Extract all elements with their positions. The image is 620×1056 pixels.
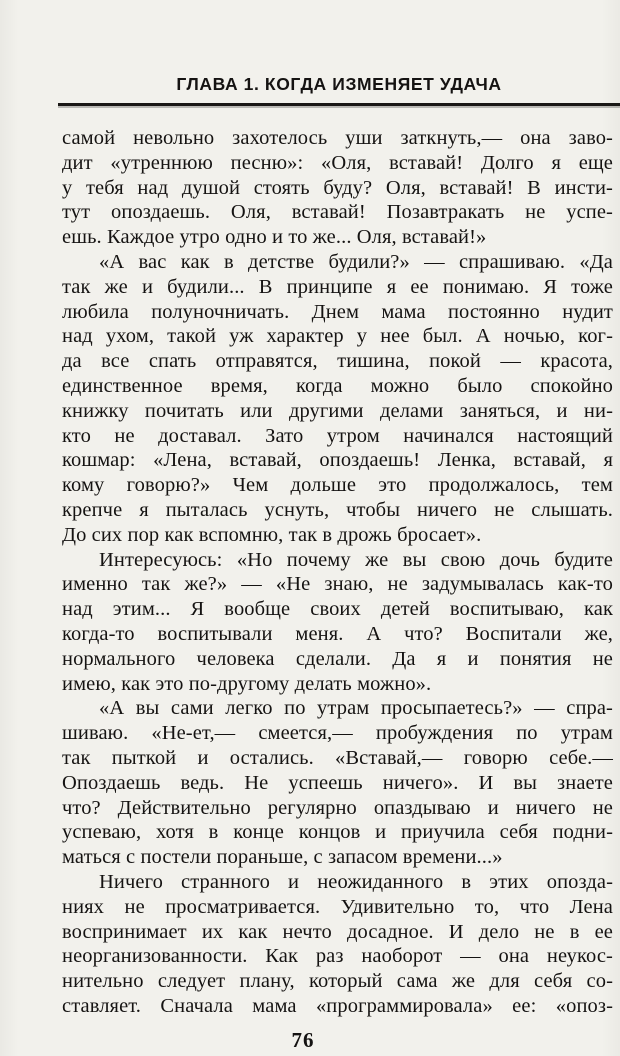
text-line: ниях не просматривается. Удивительно то, что Лена: [62, 895, 613, 918]
page-number: 76: [291, 1028, 315, 1052]
text-line: крепче я пыталась уснуть, чтобы ничего не слышать.: [62, 498, 613, 521]
text-line: неорганизованности. Как раз наоборот — она неукос-: [62, 945, 613, 968]
text-line: успеваю, хотя в конце концов и приучила себя подни-: [62, 821, 613, 844]
text-line: Опоздаешь ведь. Не успеешь ничего». И вы знаете: [62, 771, 613, 794]
text-line: самой невольно захотелось уши заткнуть,— она заво-: [62, 127, 613, 149]
text-line: имею, как это по-другому делать можно».: [62, 672, 432, 695]
text-line: дит «утреннюю песню»: «Оля, вставай! Долго я еще: [62, 151, 613, 174]
body-text: [62, 126, 613, 1019]
text-line: так пыткой и остались. «Вставай,— говорю себе.—: [62, 746, 613, 769]
text-line: именно так же?» — «Не знаю, не задумывалась как-то: [62, 573, 613, 596]
text-line: кому говорю?» Чем дольше это продолжалось, тем: [62, 474, 613, 497]
text-line: единственное время, когда можно было спокойно: [62, 374, 613, 397]
text-line: над этим... Я вообще своих детей воспитываю, как: [62, 598, 613, 621]
text-line: До сих пор как вспомню, так в дрожь бросает».: [62, 523, 482, 546]
text-line: нормального человека сделали. Да я и понятия не: [62, 647, 613, 670]
text-line: когда-то воспитывали меня. А что? Воспитали же,: [62, 622, 613, 645]
text-line: так же и будили... В принципе я ее понимаю. Я тоже: [62, 275, 613, 298]
text-line: у тебя над душой стоять буду? Оля, вставай! В инсти-: [62, 176, 613, 199]
text-line: книжку почитать или другими делами заняться, и ни-: [62, 399, 613, 422]
text-line: любила полуночничать. Днем мама постоянно нудит: [62, 300, 613, 323]
text-line: над ухом, такой уж характер у нее был. А ночью, ког-: [62, 325, 613, 348]
text-line: ешь. Каждое утро одно и то же... Оля, вставай!»: [62, 226, 487, 249]
chapter-header: ГЛАВА 1. КОГДА ИЗМЕНЯЕТ УДАЧА: [176, 74, 502, 94]
text-line: кошмар: «Лена, вставай, опоздаешь! Ленка, вставай, я: [62, 449, 613, 472]
text-line: Интересуюсь: «Но почему же вы свою дочь будите: [99, 548, 613, 571]
text-line: нительно следует плану, который сама же для себя со-: [62, 970, 613, 993]
text-line: Ничего странного и неожиданного в этих опозда-: [99, 870, 613, 893]
text-line: ставляет. Сначала мама «программировала» ее: «опоз-: [62, 994, 613, 1017]
text-line: «А вы сами легко по утрам просыпаетесь?» — спра-: [99, 697, 613, 720]
header-rule: [58, 103, 620, 106]
text-line: кто не доставал. Зато утром начинался настоящий: [62, 424, 613, 447]
text-line: воспринимает их как нечто досадное. И дело не в ее: [62, 920, 613, 943]
text-line: тут опоздаешь. Оля, вставай! Позавтракать не успе-: [62, 201, 613, 224]
text-line: маться с постели пораньше, с запасом времени...»: [62, 846, 503, 869]
text-line: шиваю. «Не-ет,— смеется,— пробуждения по утрам: [62, 722, 613, 745]
text-line: «А вас как в детстве будили?» — спрашиваю. «Да: [99, 250, 613, 273]
text-line: да все спать отправятся, тишина, покой — красота,: [62, 350, 613, 373]
text-line: что? Действительно регулярно опаздываю и ничего не: [62, 796, 613, 819]
